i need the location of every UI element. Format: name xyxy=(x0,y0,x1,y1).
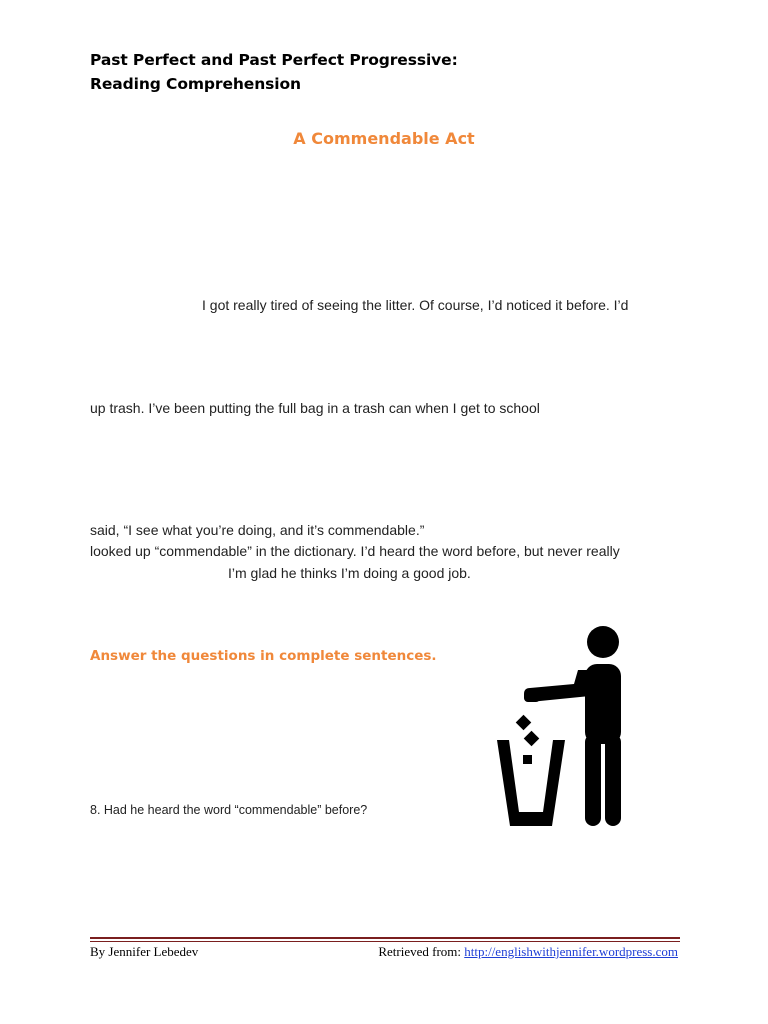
worksheet-title-line-2: Reading Comprehension xyxy=(90,75,301,93)
story-line-4: looked up “commendable” in the dictionary. I’d heard the word before, but never really xyxy=(90,543,620,559)
footer-source xyxy=(378,944,678,960)
instructions: Answer the questions in complete sentences. xyxy=(90,648,437,664)
story-line-2: up trash. I’ve been putting the full bag in a trash can when I get to school xyxy=(90,400,540,416)
story-line-1: I got really tired of seeing the litter. Of course, I’d noticed it before. I’d xyxy=(202,297,629,313)
story-line-3: said, “I see what you’re doing, and it’s commendable.” xyxy=(90,522,425,538)
footer-author: By Jennifer Lebedev xyxy=(90,944,199,959)
footer-rule xyxy=(90,937,680,939)
worksheet-title-line-1: Past Perfect and Past Perfect Progressive: xyxy=(90,51,458,69)
question-8: 8. Had he heard the word “commendable” before? xyxy=(90,803,368,817)
footer-source-link[interactable]: http://englishwithjennifer.wordpress.com xyxy=(464,944,678,959)
story-line-5: I’m glad he thinks I’m doing a good job. xyxy=(228,565,471,581)
footer-rule-thin xyxy=(90,941,680,942)
footer-retrieved-label: Retrieved from: xyxy=(378,944,465,959)
person-throwing-trash-icon xyxy=(490,622,650,830)
story-title: A Commendable Act xyxy=(293,129,475,148)
